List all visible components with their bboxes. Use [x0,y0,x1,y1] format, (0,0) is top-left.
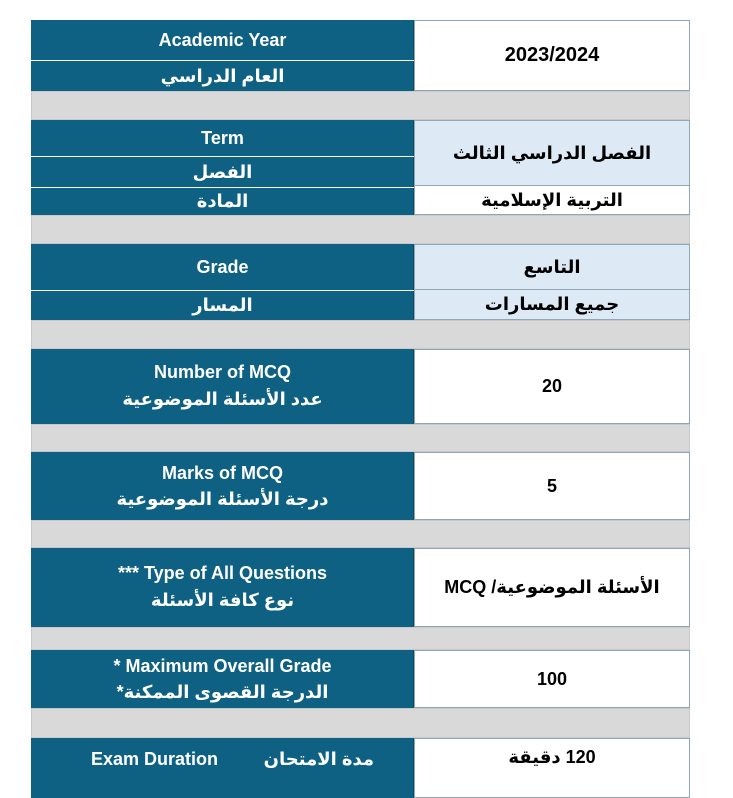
grade-label-cell [31,244,414,320]
term-value: الفصل الدراسي الثالث [414,120,690,186]
spacer-row [31,627,690,650]
mcq-marks-value: 5 [414,452,690,520]
mcq-marks-row [31,452,690,520]
academic-year-label-en: Academic Year [158,29,287,50]
track-label-ar: المسار [31,290,414,320]
term-label-ar: الفصل [31,156,414,187]
exam-duration-label-ar: مدة الامتحان [263,748,374,769]
question-type-label-cell [31,548,414,627]
spacer-row [31,91,690,120]
grade-label-en: Grade [196,256,249,277]
spacer-row [31,520,690,548]
spacer-row [31,215,690,244]
academic-year-label-cell [31,20,414,91]
subject-value: التربية الإسلامية [414,186,690,215]
question-type-label-en: *** Type of All Questions [117,562,328,583]
spacer-row [31,424,690,452]
question-type-row [31,548,690,627]
mcq-count-label-ar: عدد الأسئلة الموضوعية [122,388,323,409]
mcq-marks-label-en: Marks of MCQ [161,462,284,483]
grade-value: التاسع [414,244,690,290]
exam-duration-row [31,738,690,798]
max-grade-value: 100 [414,650,690,708]
mcq-count-label-cell [31,349,414,424]
term-subject-row [31,120,690,215]
question-type-label-ar: نوع كافة الأسئلة [150,589,295,610]
exam-duration-label-cell [31,738,414,798]
grade-track-row [31,244,690,320]
max-grade-label-cell [31,650,414,708]
academic-year-row [31,20,690,91]
max-grade-row [31,650,690,708]
spacer-row [31,320,690,349]
academic-year-label-ar: العام الدراسي [31,60,414,91]
spacer-row [31,708,690,738]
track-value: جميع المسارات [414,290,690,320]
exam-duration-label-line [31,746,414,772]
academic-year-value: 2023/2024 [414,20,690,91]
mcq-count-label-en: Number of MCQ [154,361,291,382]
mcq-count-row [31,349,690,424]
exam-duration-value: 120 دقيقة [414,738,690,798]
mcq-count-value: 20 [414,349,690,424]
mcq-marks-label-ar: درجة الأسئلة الموضوعية [116,488,329,509]
exam-duration-label-en: Exam Duration [91,748,219,769]
term-label-cell [31,120,414,215]
max-grade-label-en: * Maximum Overall Grade [113,655,332,676]
term-value-cell [414,120,690,215]
question-type-value: الأسئلة الموضوعية/ MCQ [414,548,690,627]
mcq-marks-label-cell [31,452,414,520]
subject-label-ar: المادة [31,187,414,215]
max-grade-label-ar: *الدرجة القصوى الممكنة [116,681,329,702]
grade-value-cell [414,244,690,320]
term-label-en: Term [201,127,244,148]
